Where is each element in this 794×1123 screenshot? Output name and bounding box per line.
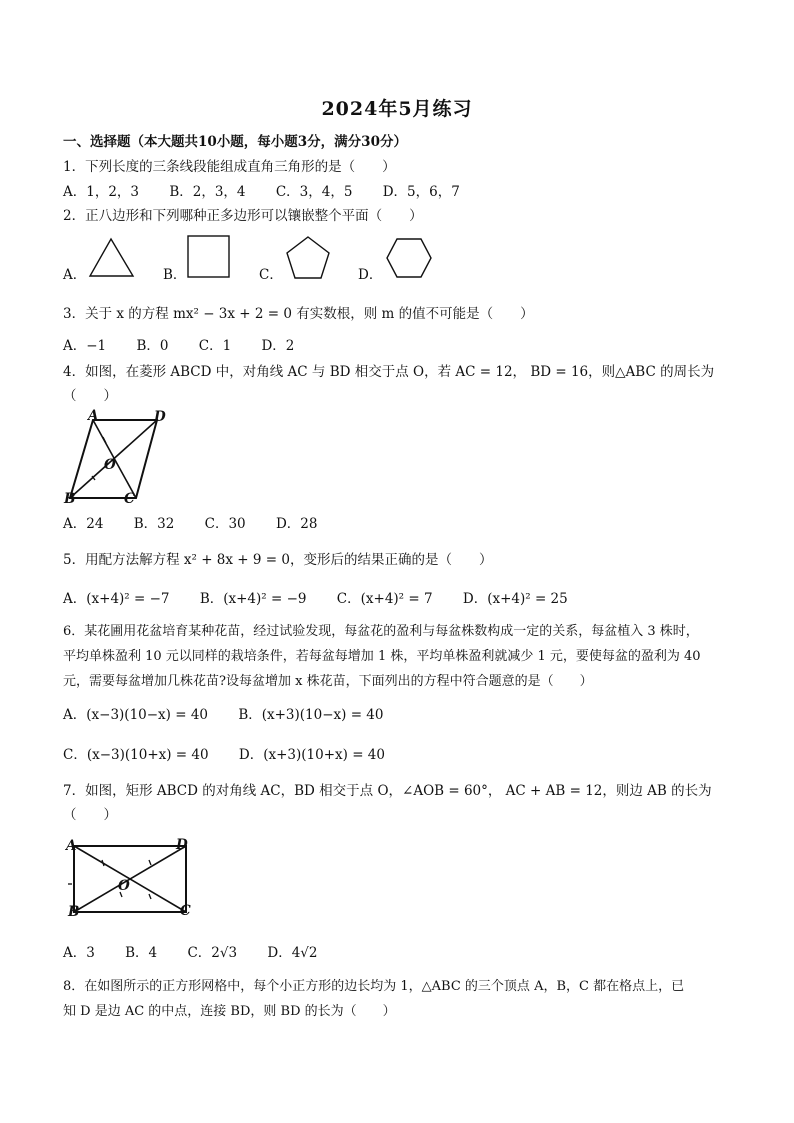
option-c: C．1 (198, 338, 232, 354)
option-c: C．3，4，5 (275, 184, 353, 200)
question-6-options-row1 (63, 706, 384, 724)
option-c: C．(x+4)² = 7 (336, 591, 433, 607)
question-5-options (63, 590, 568, 608)
option-b: B．4 (125, 945, 158, 961)
question-2-stem: 2．正八边形和下列哪种正多边形可以镶嵌整个平面（ ） (63, 208, 423, 224)
square-icon (186, 234, 232, 280)
vertex-label-c: C (124, 491, 135, 507)
question-4-stem: 4．如图，在菱形 ABCD 中，对角线 AC 与 BD 相交于点 O，若 AC = 12， BD = 16，则△ABC 的周长为 (63, 364, 715, 380)
question-4-stem-cont: （ ） (63, 388, 117, 404)
option-a: A．(x+4)² = −7 (63, 591, 170, 607)
option-c: C．(x−3)(10+x) = 40 (63, 747, 209, 763)
option-b: B．(x+3)(10−x) = 40 (238, 707, 384, 723)
option-a: A．−1 (63, 338, 107, 354)
page-title: 2024年5月练习 (321, 98, 473, 120)
question-7-stem-cont: （ ） (63, 807, 117, 823)
vertex-label-b: B (64, 491, 76, 507)
vertex-label-d: D (176, 837, 188, 853)
section-heading: 一、选择题（本大题共10小题，每小题3分，满分30分） (63, 134, 407, 150)
option-a: A． (63, 267, 87, 283)
option-b: B．0 (136, 338, 169, 354)
option-b: B．2，3，4 (169, 184, 246, 200)
vertex-label-d: D (154, 409, 166, 425)
option-c: C．2√3 (187, 945, 238, 961)
question-7-options (63, 944, 317, 962)
question-6-stem-1: 6．某花圃用花盆培育某种花苗，经过试验发现，每盆花的盈利与每盆株数构成一定的关系，每盆植入 3 株时， (63, 624, 699, 639)
option-c: C．30 (204, 516, 246, 532)
question-3-options (63, 337, 294, 355)
option-d: D．2 (261, 338, 295, 354)
option-c: C． (259, 267, 283, 283)
option-a: A．3 (63, 945, 95, 961)
pentagon-icon (283, 234, 333, 282)
question-1-options (63, 183, 460, 201)
question-1-stem: 1．下列长度的三条线段能组成直角三角形的是（ ） (63, 159, 396, 175)
question-5-stem: 5．用配方法解方程 x² + 8x + 9 = 0，变形后的结果正确的是（ ） (63, 552, 493, 568)
question-8-stem-1: 8．在如图所示的正方形网格中，每个小正方形的边长均为 1，△ABC 的三个顶点 A，B，C 都在格点上，已 (63, 979, 685, 994)
vertex-label-a: A (66, 838, 77, 854)
option-d: D．5，6，7 (382, 184, 460, 200)
vertex-label-a: A (88, 408, 99, 424)
question-3-stem: 3．关于 x 的方程 mx² − 3x + 2 = 0 有实数根，则 m 的值不可能是（ ） (63, 306, 534, 322)
vertex-label-c: C (180, 903, 191, 919)
option-b: B． (163, 267, 187, 283)
option-a: A．24 (63, 516, 104, 532)
vertex-label-b: B (68, 904, 80, 920)
center-label-o: O (118, 878, 130, 894)
option-a: A．1，2，3 (63, 184, 140, 200)
option-d: D．(x+3)(10+x) = 40 (238, 747, 385, 763)
option-d: D．4√2 (267, 945, 318, 961)
question-7-stem: 7．如图，矩形 ABCD 的对角线 AC，BD 相交于点 O，∠AOB = 60°， AC + AB = 12，则边 AB 的长为 (63, 783, 712, 799)
center-label-o: O (104, 457, 116, 473)
question-8-stem-2: 知 D 是边 AC 的中点，连接 BD，则 BD 的长为（ ） (63, 1004, 396, 1019)
option-d: D．(x+4)² = 25 (462, 591, 568, 607)
option-b: B．32 (133, 516, 175, 532)
rhombus-figure (62, 410, 172, 510)
option-a: A．(x−3)(10−x) = 40 (63, 707, 209, 723)
question-6-stem-3: 元，需要每盆增加几株花苗?设每盆增加 x 株花苗，下面列出的方程中符合题意的是（ ） (63, 674, 593, 689)
option-d: D．28 (275, 516, 318, 532)
question-6-stem-2: 平均单株盈利 10 元以同样的栽培条件，若每盆每增加 1 株，平均单株盈利就减少 1 元，要使每盆的盈利为 40 (63, 649, 701, 664)
triangle-icon (88, 236, 136, 280)
option-d: D． (358, 267, 383, 283)
option-b: B．(x+4)² = −9 (199, 591, 307, 607)
question-6-options-row2 (63, 746, 385, 764)
question-4-options (63, 515, 317, 533)
hexagon-icon (384, 236, 434, 282)
